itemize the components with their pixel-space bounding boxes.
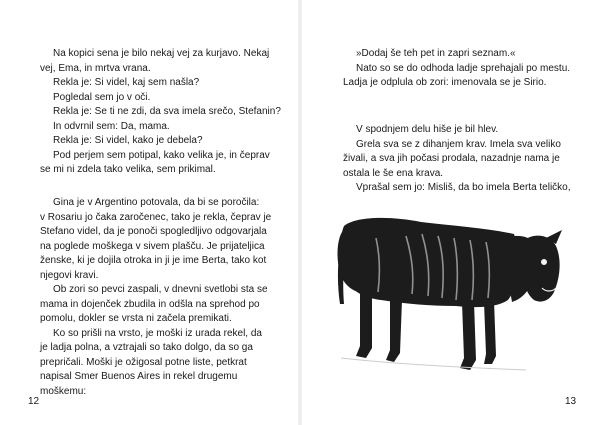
text-line: Stefano videl, da je ponoči spogledljivo odgovarjala: [40, 226, 267, 237]
text-line: prepričali. Moški je ožigosal potne liste, petkrat: [40, 356, 247, 368]
text-line: vej, Ema, in mrtva vrana.: [40, 62, 151, 74]
text-line: Nato so se do odhoda ladje sprehajali po mestu.: [356, 62, 571, 74]
text-line: V spodnjem delu hiše je bil hlev.: [356, 124, 499, 135]
text-line: je ladja polna, a vztrajali so tako dolgo, da so ga: [40, 342, 253, 353]
text-line: njegovi kravi.: [40, 269, 99, 281]
text-line: Pogledal sem jo v oči.: [53, 91, 151, 103]
cow-eye: [541, 259, 547, 265]
text-line: Gina je v Argentino potovala, da bi se poročila:: [53, 197, 260, 208]
right-page-paragraph-block-1: [343, 47, 570, 91]
right-page-paragraph-block-2: [343, 123, 571, 196]
text-line: Ob zori so pevci zaspali, v dnevni svetlobi sta se: [53, 284, 268, 295]
text-line: Rekla je: Se ti ne zdi, da sva imela srečo, Stefanin?: [53, 106, 281, 117]
text-line: ostala le še ena krava.: [343, 167, 444, 179]
text-line: In odvrnil sem: Da, mama.: [53, 120, 170, 132]
text-line: se mi ni zdela tako velika, sem prikimal.: [40, 164, 216, 175]
text-line: Rekla je: Si videl, kako je debela?: [53, 135, 203, 146]
text-line: na poglede moškega v sivem plašču. Je prijateljica: [40, 240, 265, 252]
text-line: Grela sva se z dihanjem krav. Imela sva veliko: [356, 138, 561, 150]
left-page-paragraph-block-2: [40, 196, 271, 399]
text-line: »Dodaj še teh pet in zapri seznam.«: [356, 48, 516, 59]
text-line: Na kopici sena je bilo nekaj vej za kurjavo. Nekaj: [53, 48, 270, 59]
left-page-paragraph-block-1: [40, 47, 281, 178]
text-line: Rekla je: Si videl, kaj sem našla?: [53, 77, 200, 88]
text-line: pomolu, dokler se vrsta ni začela premikati.: [40, 313, 232, 324]
text-line: Pod perjem sem potipal, kako velika je, in čeprav: [53, 149, 270, 161]
cow-ground-shadow: [341, 358, 526, 370]
text-line: Ko so prišli na vrsto, je moški iz urada rekel, da: [53, 327, 262, 339]
page-number-right: 13: [565, 396, 577, 407]
text-line: Vprašal sem jo: Misliš, da bo imela Berta teličko,: [356, 182, 571, 193]
cow-body: [338, 218, 563, 370]
book-gutter: [298, 0, 302, 425]
text-line: v Rosariu jo čaka zaročenec, tako je rekla, čeprav je: [40, 211, 272, 223]
cow-illustration: [336, 208, 566, 378]
text-line: napisal Smer Buenos Aires in rekel drugemu: [40, 371, 238, 382]
page-number-left: 12: [28, 396, 40, 407]
text-line: Ladja je odplula ob zori: imenovala se je Sirio.: [343, 77, 547, 88]
text-line: mama in dojenček zbudila in odšla na sprehod po: [40, 298, 260, 310]
text-line: moškemu:: [40, 385, 87, 397]
text-line: živali, a sva jih počasi prodala, nazadnje nama je: [343, 153, 560, 164]
text-line: ženske, ki je dojila otroka in ji je ime Berta, tako kot: [40, 255, 267, 266]
